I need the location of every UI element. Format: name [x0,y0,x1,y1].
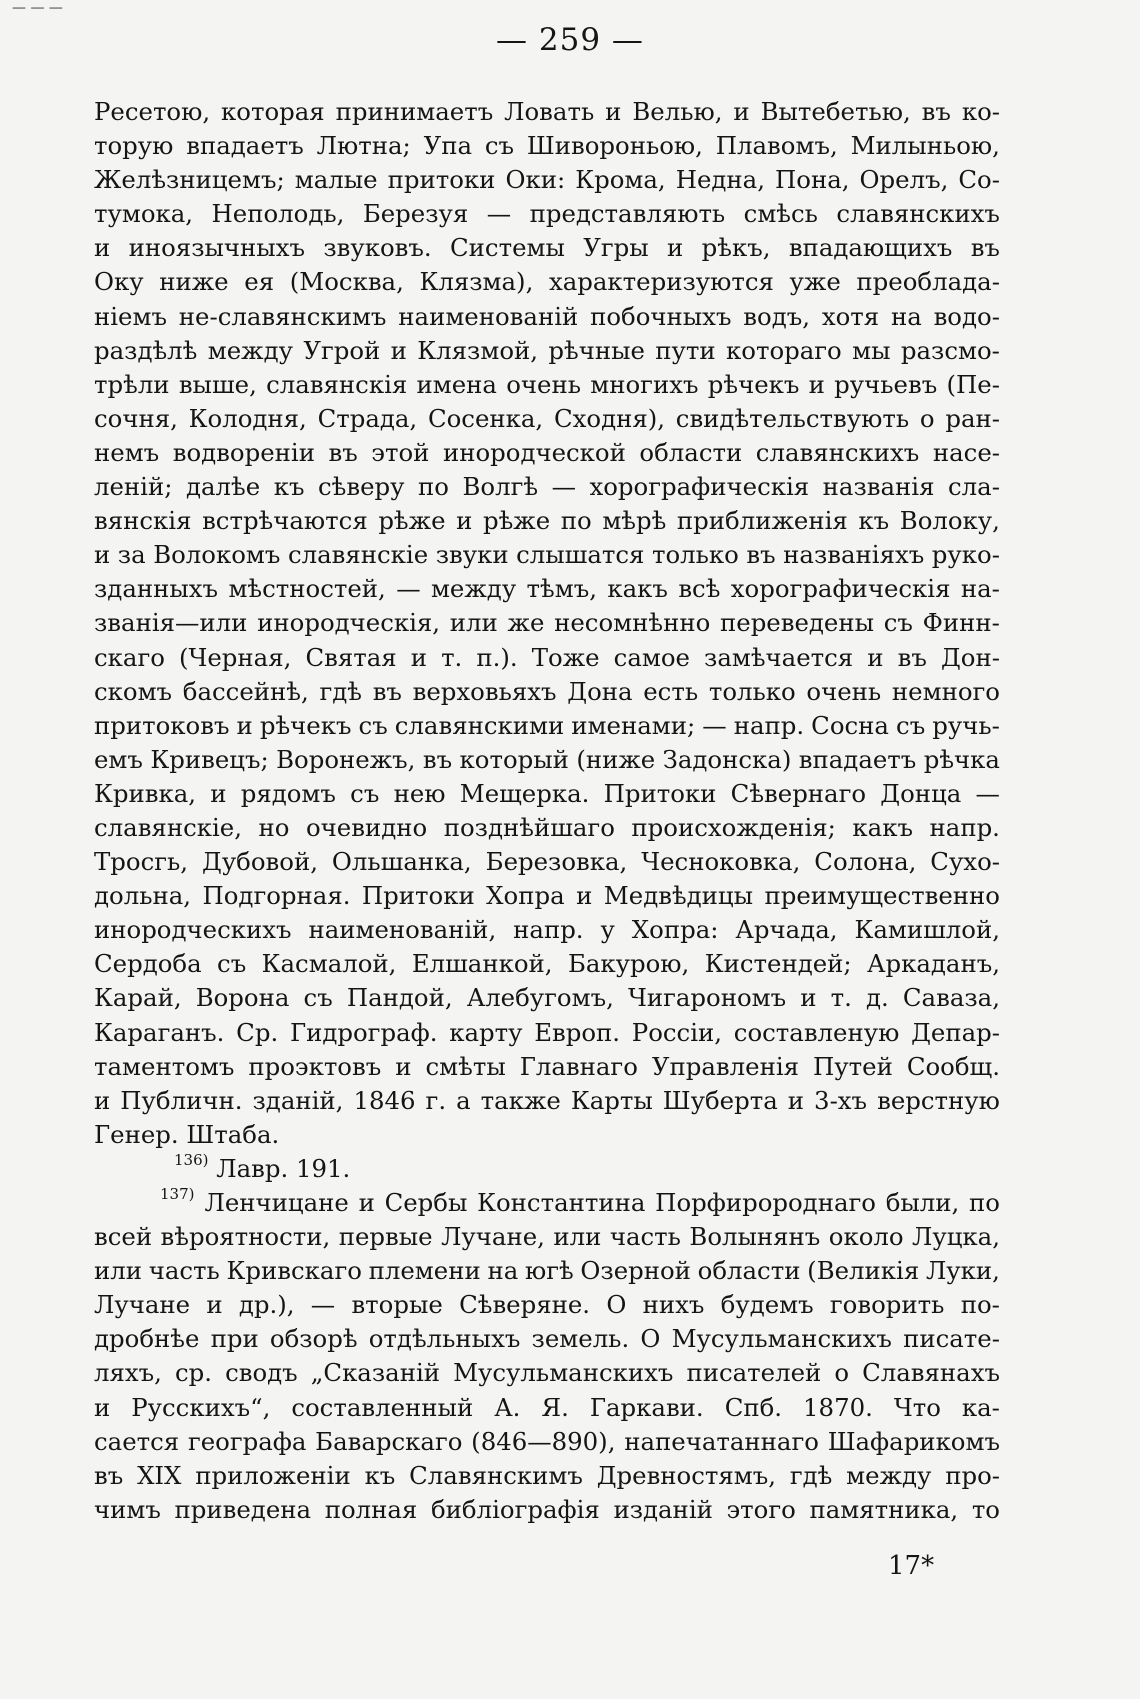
text-line: Кривка, и рядомъ съ нею Мещерка. Притоки Сѣвернаго Донца — [94,778,1000,808]
main-paragraph [94,95,1000,1152]
text-line: дольна, Подгорная. Притоки Хопра и Медвѣдицы преимущественно [94,881,1000,911]
footnote-136 [94,1152,1000,1186]
text-line: дробнѣе при обзорѣ отдѣльныхъ земель. О Мусульманскихъ писате- [94,1324,1000,1354]
footnote-137 [94,1186,1000,1527]
text-line: и за Волокомъ славянскіе звуки слышатся только въ названіяхъ руко- [94,540,1000,570]
signature-mark: 17* [888,1551,935,1581]
page-body [94,95,1000,1527]
text-line: трѣли выше, славянскія имена очень многихъ рѣчекъ и ручьевъ (Пе- [94,369,1000,399]
text-line: сочня, Колодня, Страда, Сосенка, Сходня), свидѣтельствують о ран- [94,403,1000,433]
text-line: или часть Кривскаго племени на югѣ Озерной области (Великія Луки, [94,1256,1000,1286]
text-line: вянскія встрѣчаются рѣже и рѣже по мѣрѣ приближенія къ Волоку, [94,506,1000,536]
text-line: тумока, Неполодь, Березуя — представляють смѣсь славянскихъ [94,199,1000,229]
footnote-marker: 137) [160,1185,195,1203]
footnote-marker: 136) [174,1150,209,1169]
text-line: скомъ бассейнѣ, гдѣ въ верховьяхъ Дона есть только очень немного [94,676,1000,706]
text-line: Лучане и др.), — вторые Сѣверяне. О нихъ будемъ говорить по- [94,1290,1000,1320]
text-line: притоковъ и рѣчекъ съ славянскими именами; — напр. Сосна съ ручь- [94,710,1000,740]
text-line: и Публичн. зданій, 1846 г. а также Карты Шуберта и 3-хъ верстную [94,1085,1000,1115]
footnote-text: Ленчицане и Сербы Константина Порфиророднаго были, по [204,1188,1000,1217]
text-line: славянскіе, но очевидно позднѣйшаго происхожденія; какъ напр. [94,812,1000,842]
text-line: Ресетою, которая принимаетъ Ловать и Велью, и Вытебетью, въ ко- [94,97,1000,126]
text-line: Сердоба съ Касмалой, Елшанкой, Бакурою, Кистендей; Аркаданъ, [94,949,1000,979]
text-line: леній; далѣе къ сѣверу по Волгѣ — хорографическія названія сла- [94,472,1000,502]
text-line: всей вѣроятности, первые Лучане, или часть Волынянъ около Луцка, [94,1222,1000,1252]
text-line: чимъ приведена полная библіографія изданій этого памятника, то [94,1494,1000,1524]
text-line: емъ Кривецъ; Воронежъ, въ который (ниже Задонска) впадаетъ рѣчка [94,744,1000,774]
text-line: Карай, Ворона съ Пандой, Алебугомъ, Чигарономъ и т. д. Саваза, [94,983,1000,1013]
text-line: ніемъ не-славянскимъ наименованій побочныхъ водъ, хотя на водо- [94,301,1000,331]
text-line: и иноязычныхъ звуковъ. Системы Угры и рѣкъ, впадающихъ въ [94,233,1000,263]
text-line: званія—или инородческія, или же несомнѣнно переведены съ Финн- [94,608,1000,638]
text-line: раздѣлѣ между Угрой и Клязмой, рѣчные пути котораго мы разсмо- [94,335,1000,365]
text-line: и Русскихъ“, составленный А. Я. Гаркави. Спб. 1870. Что ка- [94,1392,1000,1422]
text-line: скаго (Черная, Святая и т. п.). Тоже самое замѣчается и въ Дон- [94,642,1000,672]
text-line: торую впадаетъ Лютна; Упа съ Шивороньою, Плавомъ, Милыньою, [94,131,1000,161]
text-line: ляхъ, ср. сводъ „Сказаній Мусульманскихъ писателей о Славянахъ [94,1358,1000,1388]
text-line: Оку ниже ея (Москва, Клязма), характеризуются уже преоблада- [94,267,1000,297]
text-line: Тросгь, Дубовой, Ольшанка, Березовка, Чесноковка, Солона, Сухо- [94,847,1000,877]
text-line: инородческихъ наименованій, напр. у Хопра: Арчада, Камишлой, [94,915,1000,945]
text-line: Караганъ. Ср. Гидрограф. карту Европ. Россіи, составленую Депар- [94,1017,1000,1047]
text-line: сается географа Баварскаго (846—890), напечатаннаго Шафарикомъ [94,1426,1000,1456]
text-line: въ XIX приложеніи къ Славянскимъ Древностямъ, гдѣ между про- [94,1460,1000,1490]
text-line: Желѣзницемъ; малые притоки Оки: Крома, Недна, Пона, Орелъ, Со- [94,165,1000,195]
footnote-text: Лавр. 191. [216,1153,351,1183]
page-number: — 259 — [496,22,644,58]
text-line: немъ водвореніи въ этой инородческой области славянскихъ насе- [94,437,1000,467]
text-line: зданныхъ мѣстностей, — между тѣмъ, какъ всѣ хорографическія на- [94,574,1000,604]
text-line: Генер. Штаба. [94,1119,280,1149]
footnote-first-line [94,1186,1000,1220]
corner-mark: — — — [12,0,63,16]
text-line: таментомъ проэктовъ и смѣты Главнаго Управленія Путей Сообщ. [94,1051,1000,1081]
